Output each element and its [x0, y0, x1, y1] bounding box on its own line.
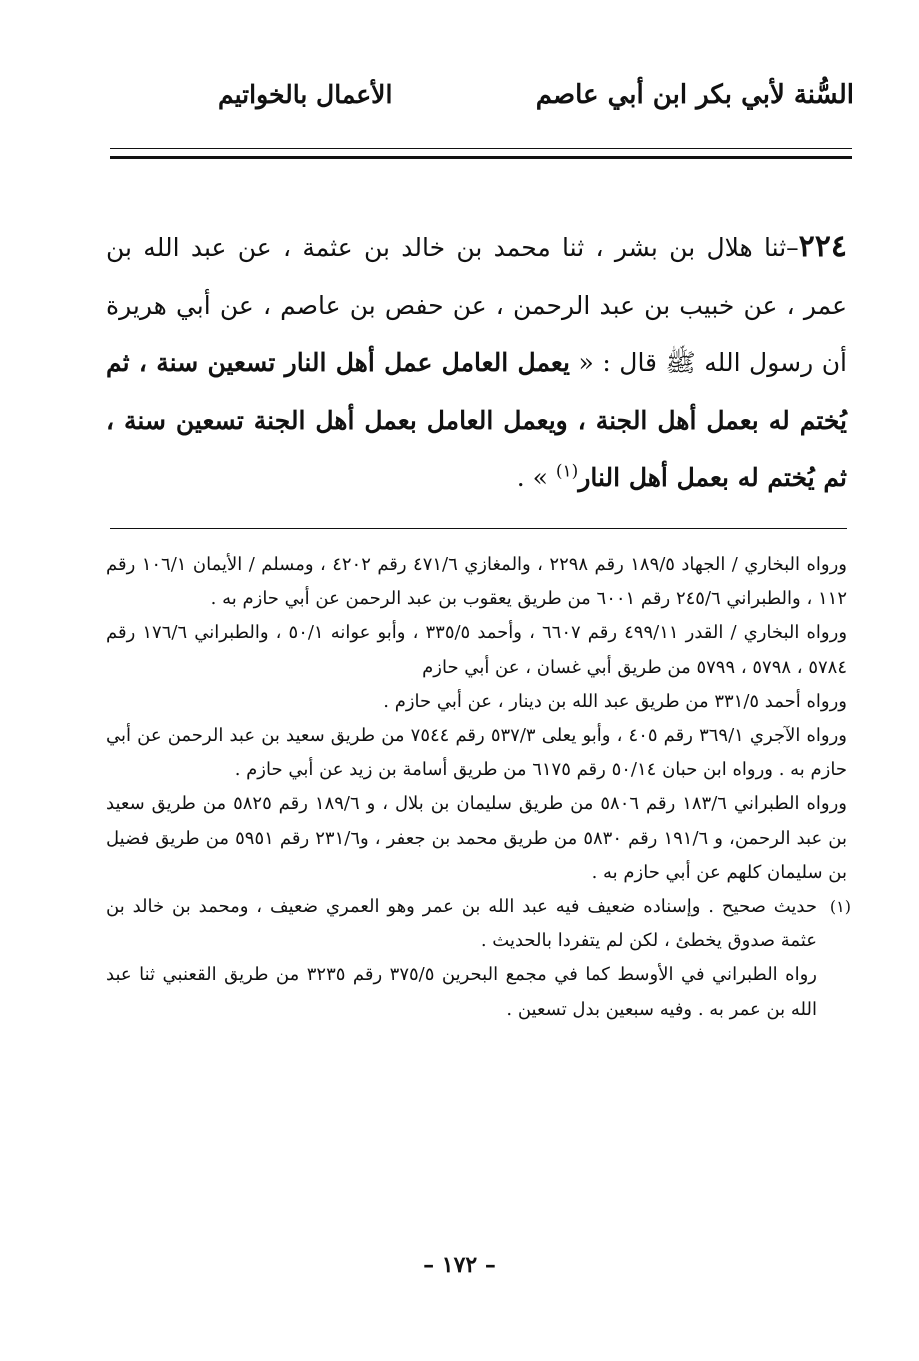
hadith-isnad: –ثنا هلال بن بشر ، ثنا محمد بن خالد بن عثمة ، عن عبد الله بن عمر ، عن خبيب بن عبد الرحمن ، عن حفص بن عاصم ، عن أبي هريرة أن رسول الله ﷺ قال : «	[106, 233, 847, 377]
footnote-marker: (١)	[829, 897, 851, 917]
footnote-reference[interactable]: (١)	[555, 461, 579, 482]
hadith-number: ٢٢٤	[798, 229, 847, 264]
footnote-paragraph: ورواه البخاري / الجهاد ١٨٩/٥ رقم ٢٢٩٨ ، والمغازي ٤٧١/٦ رقم ٤٢٠٢ ، ومسلم / الأيمان ١٠٦/١ رقم ١١٢ ، والطبراني ٢٤٥/٦ رقم ٦٠٠١ من طريق يعقوب بن عبد الرحمن عن أبي حازم به .	[106, 554, 847, 610]
footnotes	[106, 548, 851, 1027]
footnote-paragraph: ورواه الآجري ٣٦٩/١ رقم ٤٠٥ ، وأبو يعلى ٥٣٧/٣ رقم ٧٥٤٤ من طريق سعيد بن عبد الرحمن عن أبي حازم به . ورواه ابن حبان ٥٠/١٤ رقم ٦١٧٥ من طريق أسامة بن زيد عن أبي حازم .	[106, 725, 847, 781]
footnote-separator	[110, 528, 847, 529]
header-rule-thin	[110, 148, 852, 149]
hadith-text	[106, 218, 847, 507]
header-rule-thick	[110, 156, 852, 159]
hadith-matn: يعمل العامل عمل أهل النار تسعين سنة ، ثم يُختم له بعمل أهل الجنة ، ويعمل العامل بعمل أهل الجنة تسعين سنة ، ثم يُختم له بعمل أهل النار	[106, 348, 847, 492]
footnote-one	[106, 890, 851, 1027]
footnote-paragraph: رواه الطبراني في الأوسط كما في مجمع البحرين ٣٧٥/٥ رقم ٣٢٣٥ من طريق القعنبي ثنا عبد الله بن عمر به . وفيه سبعين بدل تسعين .	[106, 964, 817, 1020]
footnote-paragraph: ورواه أحمد ٣٣١/٥ من طريق عبد الله بن دينار ، عن أبي حازم .	[383, 690, 847, 712]
page-number: – ١٧٢ –	[423, 1252, 496, 1278]
book-title: السُّنة لأبي بكر ابن أبي عاصم	[535, 80, 854, 110]
hadith-closing: » .	[516, 463, 556, 492]
footnote-paragraph: ورواه البخاري / القدر ٤٩٩/١١ رقم ٦٦٠٧ ، وأحمد ٣٣٥/٥ ، وأبو عوانه ٥٠/١ ، والطبراني ١٧٦/٦ رقم ٥٧٨٤ ، ٥٧٩٨ ، ٥٧٩٩ من طريق أبي غسان ، عن أبي حازم	[106, 622, 848, 678]
running-head	[110, 80, 854, 124]
chapter-title: الأعمال بالخواتيم	[218, 80, 393, 109]
footnote-paragraph: حديث صحيح . وإسناده ضعيف فيه عبد الله بن عمر وهو العمري ضعيف ، ومحمد بن خالد بن عثمة صدوق يخطئ ، لكن لم يتفردا بالحديث .	[106, 896, 817, 952]
footnote-paragraph: ورواه الطبراني ١٨٣/٦ رقم ٥٨٠٦ من طريق سليمان بن بلال ، و ١٨٩/٦ رقم ٥٨٢٥ من طريق سعيد بن عبد الرحمن، و ١٩١/٦ رقم ٥٨٣٠ من طريق محمد بن جعفر ، و٢٣١/٦ رقم ٥٩٥١ من طريق فضيل بن سليمان كلهم عن أبي حازم به .	[106, 793, 847, 883]
